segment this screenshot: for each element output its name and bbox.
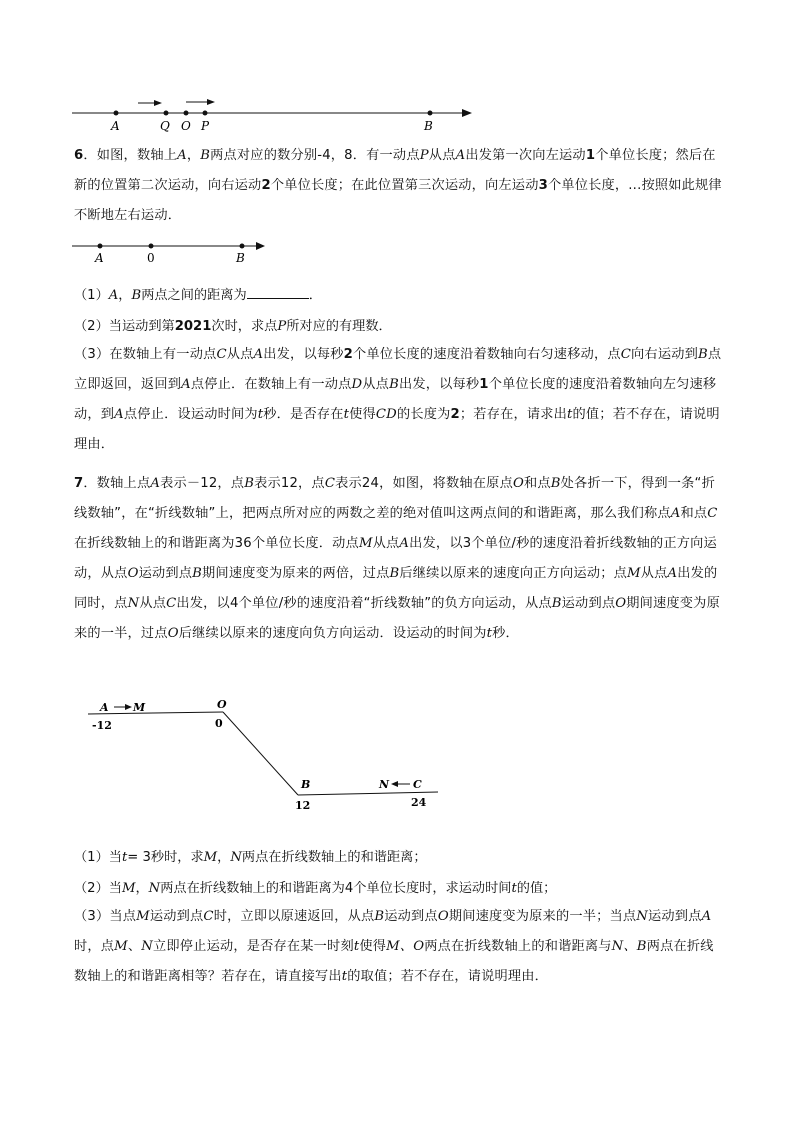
q7-label-A: A: [100, 701, 109, 714]
q7-part2: （2）当M，N两点在折线数轴上的和谐距离为4个单位长度时，求运动时间t的值；: [74, 881, 557, 896]
q6-label-0: 0: [147, 251, 155, 265]
top-number-line-figure: [70, 95, 480, 135]
top-axis-arrowhead: [462, 109, 472, 117]
q6-answer-blank[interactable]: [247, 286, 309, 299]
q7-folded-number-line-figure: [78, 696, 448, 814]
label-Q: Q: [160, 119, 170, 133]
point-B-dot: [428, 111, 433, 116]
q7-value-C: 24: [411, 796, 427, 809]
q7-part3: （3）当点M运动到点C时，立即以原速返回，从点B运动到点O期间速度变为原来的一半；当点N运动到点A时，点M、N立即停止运动，是否存在某一时刻t使得M、O两点在折线数轴上的和谐距离与N、B两点在折线数轴上的和谐距离相等？若存在，请直接写出t的取值；若不存在，请说明理由．: [74, 909, 714, 984]
q7-segment-OB: [223, 712, 298, 795]
q6-number: 6: [74, 148, 84, 163]
arrow-P-head: [207, 99, 215, 105]
q6-part1: （1）A，B两点之间的距离为 ．: [74, 288, 322, 303]
point-P-dot: [203, 111, 208, 116]
label-P: P: [201, 119, 210, 133]
q7-label-M: M: [133, 701, 146, 714]
q6-number-line-figure: [70, 234, 270, 268]
label-A: A: [111, 119, 120, 133]
label-B: B: [424, 119, 433, 133]
q7-label-C: C: [413, 778, 422, 791]
q7-segment-BC: [298, 792, 438, 795]
q6-label-B: B: [236, 251, 245, 265]
q7-label-N: N: [379, 778, 390, 791]
q7-part1: （1）当t= 3秒时，求M，N两点在折线数轴上的和谐距离；: [74, 850, 427, 865]
q6-point-A-dot: [98, 244, 103, 249]
q7-stem: 7．数轴上点A表示－12，点B表示12，点C表示24，如图，将数轴在原点O和点B处各折一下，得到一条“折线数轴”，在“折线数轴”上，把两点所对应的两数之差的绝对值叫这两点间的和谐距离，那么我们称点A和点C在折线数轴上的和谐距离为36个单位长度．动点M从点A出发，以3个单位/秒的速度沿着折线数轴的正方向运动，从点O运动到点B期间速度变为原来的两倍，过点B后继续以原来的速度向正方向运动；点M从点A出发的同时，点N从点C出发，以4个单位/秒的速度沿着“折线数轴”的负方向运动，从点B运动到点O期间速度变为原来的一半，过点O后继续以原来的速度向负方向运动．设运动的时间为t秒．: [74, 476, 720, 641]
q6-point-0-dot: [149, 244, 154, 249]
arrow-Q-head: [154, 100, 162, 106]
q6-label-A: A: [95, 251, 104, 265]
q6-stem: 6．如图，数轴上A，B两点对应的数分别-4，8．有一动点P从点A出发第一次向左运动1个单位长度；然后在新的位置第二次运动，向右运动2个单位长度；在此位置第三次运动，向左运动3个单位长度，...按照如此规律不断地左右运动．: [74, 148, 722, 223]
q7-label-O: O: [217, 698, 227, 711]
label-O: O: [181, 119, 191, 133]
q7-value-A: -12: [92, 719, 112, 732]
point-Q-dot: [164, 111, 169, 116]
q7-arrow-N-head: [391, 781, 398, 787]
q7-number: 7: [74, 476, 84, 491]
q7-value-O: 0: [215, 717, 223, 730]
q6-point-B-dot: [240, 244, 245, 249]
q7-value-B: 12: [295, 799, 311, 812]
q7-arrow-M-head: [125, 704, 132, 710]
q6-part2: （2）当运动到第2021次时，求点P所对应的有理数．: [74, 319, 392, 334]
point-O-dot: [184, 111, 189, 116]
q7-label-B: B: [301, 778, 311, 791]
point-A-dot: [114, 111, 119, 116]
q6-part3: （3）在数轴上有一动点C从点A出发，以每秒2个单位长度的速度沿着数轴向右匀速移动，点C向右运动到B点立即返回，返回到A点停止．在数轴上有一动点D从点B出发，以每秒1个单位长度的速度沿着数轴向左匀速移动，到A点停止．设运动时间为t秒．是否存在t使得CD的长度为2；若存在，请求出t的值；若不存在，请说明理由．: [74, 347, 722, 452]
q6-axis-arrowhead: [256, 242, 265, 250]
